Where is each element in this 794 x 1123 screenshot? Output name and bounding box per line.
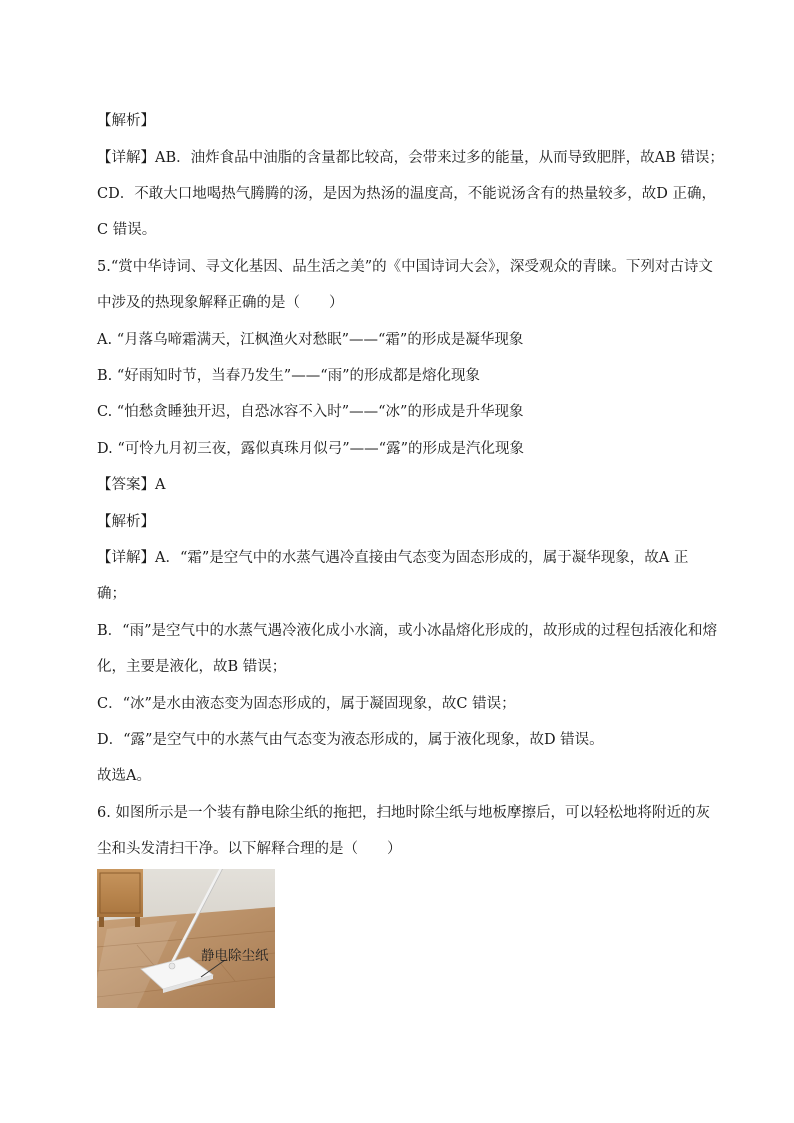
text-line-detail-3: C 错误。: [97, 222, 157, 238]
question-5-option-d: D. “可怜九月初三夜，露似真珠月似弓”——“露”的形成是汽化现象: [97, 441, 524, 457]
text-line-detail-a-2: 确；: [97, 586, 126, 602]
text-line-detail-b-2: 化，主要是液化，故B 错误；: [97, 659, 287, 675]
text-line-detail-2: CD．不敢大口地喝热气腾腾的汤，是因为热汤的温度高，不能说汤含有的热量较多，故D 正确，: [97, 186, 716, 202]
question-5-stem-1: 5.“赏中华诗词、寻文化基因、品生活之美”的《中国诗词大会》，深受观众的青睐。下列对古诗文: [97, 259, 713, 275]
text-line-detail-a-1: 【详解】A．“霜”是空气中的水蒸气遇冷直接由气态变为固态形成的，属于凝华现象，故A 正: [97, 550, 689, 566]
question-5-stem-2: 中涉及的热现象解释正确的是（ ）: [97, 295, 344, 311]
question-5-option-b: B. “好雨知时节，当春乃发生”——“雨”的形成都是熔化现象: [97, 368, 481, 384]
question-5-option-a: A. “月落乌啼霜满天，江枫渔火对愁眠”——“霜”的形成是凝华现象: [97, 332, 524, 348]
text-line-detail-c: C．“冰”是水由液态变为固态形成的，属于凝固现象，故C 错误；: [97, 696, 516, 712]
text-line-detail-d: D．“露”是空气中的水蒸气由气态变为液态形成的，属于液化现象，故D 错误。: [97, 732, 604, 748]
text-line-conclusion: 故选A。: [97, 768, 151, 784]
mop-illustration: [97, 869, 275, 1008]
text-line-detail-1: 【详解】AB．油炸食品中油脂的含量都比较高，会带来过多的能量，从而导致肥胖，故AB 错误；: [97, 150, 724, 166]
answer-line: 【答案】A: [97, 477, 166, 493]
figure-label: 静电除尘纸: [201, 948, 269, 964]
text-line-analysis-heading-2: 【解析】: [97, 514, 155, 530]
mop-photo: [97, 869, 275, 1008]
question-5-option-c: C. “怕愁贪睡独开迟，自恐冰容不入时”——“冰”的形成是升华现象: [97, 404, 524, 420]
text-line-analysis-heading-1: 【解析】: [97, 113, 155, 129]
text-line-detail-b-1: B．“雨”是空气中的水蒸气遇冷液化成小水滴，或小冰晶熔化形成的，故形成的过程包括液化和熔: [97, 623, 717, 639]
question-6-stem-1: 6. 如图所示是一个装有静电除尘纸的拖把，扫地时除尘纸与地板摩擦后，可以轻松地将附近的灰: [97, 805, 710, 821]
question-6-stem-2: 尘和头发清扫干净。以下解释合理的是（ ）: [97, 841, 402, 857]
